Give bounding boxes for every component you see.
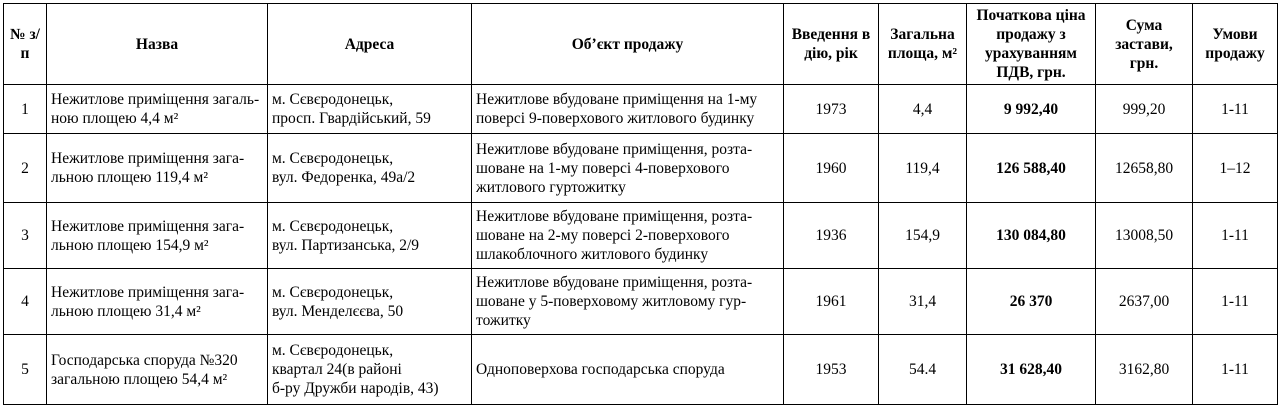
table-row: [4, 203, 1278, 269]
row-year: 1960: [784, 134, 879, 203]
row-num: 4: [4, 269, 47, 335]
row-terms: 1-11: [1193, 203, 1278, 269]
row-year: 1973: [784, 85, 879, 134]
row-name: Нежитлове приміщення зага- льною площею 119,4 м²: [47, 134, 268, 203]
row-area: 154,9: [879, 203, 967, 269]
row-area: 4,4: [879, 85, 967, 134]
row-terms: 1-11: [1193, 269, 1278, 335]
header-year: Введення в дію, рік: [784, 4, 879, 85]
header-name: Назва: [47, 4, 268, 85]
header-object: Об’єкт продажу: [472, 4, 784, 85]
header-address: Адреса: [268, 4, 472, 85]
row-area: 31,4: [879, 269, 967, 335]
table-row: [4, 335, 1278, 405]
row-num: 3: [4, 203, 47, 269]
row-object: Нежитлове вбудоване приміщення, розта- шоване у 5-поверховому житловому гур- тожитку: [472, 269, 784, 335]
row-address: м. Сєвєродонецьк, вул. Менделєєва, 50: [268, 269, 472, 335]
row-terms: 1–12: [1193, 134, 1278, 203]
row-name: Нежитлове приміщення зага- льною площею 154,9 м²: [47, 203, 268, 269]
row-area: 119,4: [879, 134, 967, 203]
header-row: [4, 4, 1278, 85]
header-num: № з/п: [4, 4, 47, 85]
row-price: 126 588,40: [967, 134, 1096, 203]
row-deposit: 13008,50: [1096, 203, 1193, 269]
row-name: Господарська споруда №320 загальною площею 54,4 м²: [47, 335, 268, 405]
row-deposit: 999,20: [1096, 85, 1193, 134]
row-price: 31 628,40: [967, 335, 1096, 405]
row-deposit: 12658,80: [1096, 134, 1193, 203]
row-price: 9 992,40: [967, 85, 1096, 134]
header-area: Загальна площа, м²: [879, 4, 967, 85]
row-area: 54.4: [879, 335, 967, 405]
row-address: м. Сєвєродонецьк, просп. Гвардійський, 59: [268, 85, 472, 134]
row-num: 2: [4, 134, 47, 203]
header-deposit: Сума застави, грн.: [1096, 4, 1193, 85]
row-year: 1953: [784, 335, 879, 405]
row-object: Одноповерхова господарська споруда: [472, 335, 784, 405]
header-price: Початкова ціна продажу з урахуванням ПДВ, грн.: [967, 4, 1096, 85]
row-num: 5: [4, 335, 47, 405]
row-address: м. Сєвєродонецьк, квартал 24(в районі б-ру Дружби народів, 43): [268, 335, 472, 405]
row-price: 130 084,80: [967, 203, 1096, 269]
row-object: Нежитлове вбудоване приміщення на 1-му поверсі 9-поверхового житлового будинку: [472, 85, 784, 134]
row-address: м. Сєвєродонецьк, вул. Федоренка, 49а/2: [268, 134, 472, 203]
row-object: Нежитлове вбудоване приміщення, розта- шоване на 1-му поверсі 4-поверхового житлового гуртожитку: [472, 134, 784, 203]
row-year: 1936: [784, 203, 879, 269]
row-terms: 1-11: [1193, 335, 1278, 405]
row-address: м. Сєвєродонецьк, вул. Партизанська, 2/9: [268, 203, 472, 269]
row-year: 1961: [784, 269, 879, 335]
sale-table: [3, 3, 1278, 405]
row-deposit: 3162,80: [1096, 335, 1193, 405]
row-price: 26 370: [967, 269, 1096, 335]
row-num: 1: [4, 85, 47, 134]
table-row: [4, 269, 1278, 335]
row-deposit: 2637,00: [1096, 269, 1193, 335]
table-row: [4, 85, 1278, 134]
table-row: [4, 134, 1278, 203]
row-object: Нежитлове вбудоване приміщення, розта- шоване на 2-му поверсі 2-поверхового шлакоблочного житлового будинку: [472, 203, 784, 269]
row-terms: 1-11: [1193, 85, 1278, 134]
row-name: Нежитлове приміщення загаль- ною площею 4,4 м²: [47, 85, 268, 134]
row-name: Нежитлове приміщення зага- льною площею 31,4 м²: [47, 269, 268, 335]
header-terms: Умови продажу: [1193, 4, 1278, 85]
